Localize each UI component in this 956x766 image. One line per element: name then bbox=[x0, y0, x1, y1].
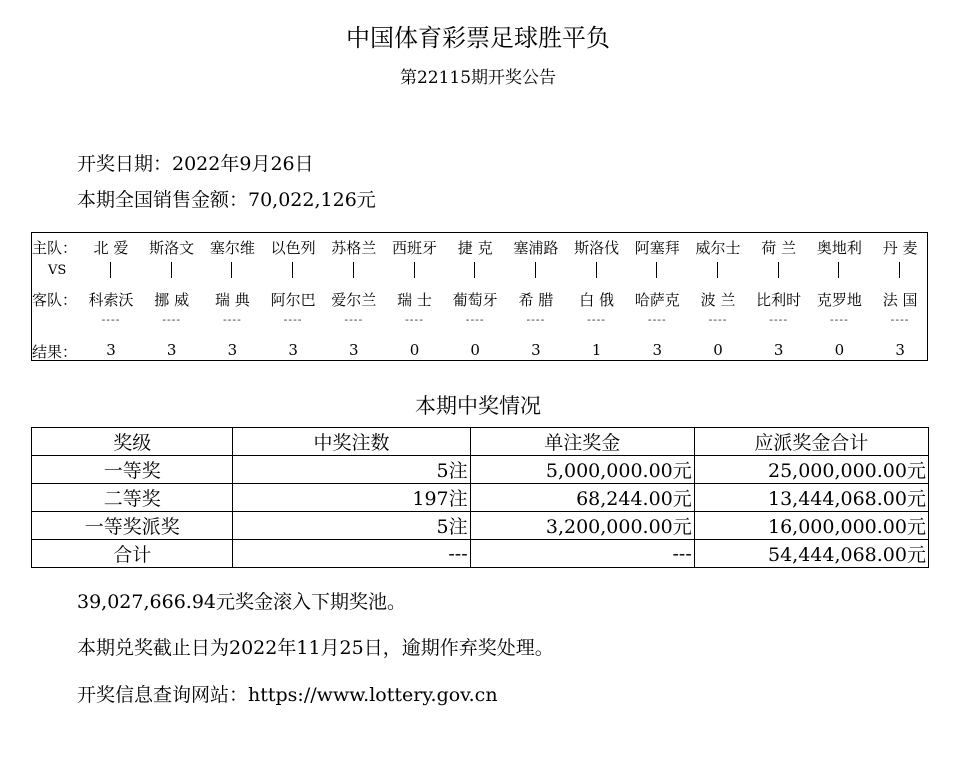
vs-divider bbox=[656, 262, 657, 278]
away-team: 波 兰 bbox=[700, 291, 736, 309]
unit-prize: 68,244.00元 bbox=[470, 484, 694, 512]
match-column bbox=[870, 233, 930, 360]
away-team: 科索沃 bbox=[88, 291, 134, 309]
unit-prize: 3,200,000.00元 bbox=[470, 512, 694, 540]
match-column bbox=[567, 233, 627, 360]
score-dashes: ---- bbox=[162, 313, 182, 326]
home-team: 阿塞拜 bbox=[634, 239, 680, 257]
total-prize: 16,000,000.00元 bbox=[694, 512, 928, 540]
home-team: 苏格兰 bbox=[331, 239, 377, 257]
home-team: 斯洛伐 bbox=[574, 239, 620, 257]
page-title: 中国体育彩票足球胜平负 bbox=[346, 24, 610, 52]
vs-divider bbox=[474, 262, 475, 278]
vs-divider bbox=[899, 262, 900, 278]
match-column bbox=[142, 233, 202, 360]
home-team: 以色列 bbox=[270, 239, 316, 257]
score-dashes: ---- bbox=[465, 313, 485, 326]
match-column bbox=[627, 233, 687, 360]
vs-divider bbox=[535, 262, 536, 278]
col-header-total: 应派奖金合计 bbox=[694, 428, 928, 456]
away-team: 希 腊 bbox=[518, 291, 554, 309]
prize-table bbox=[31, 427, 929, 568]
vs-divider bbox=[171, 262, 172, 278]
prize-level: 一等奖派奖 bbox=[32, 512, 233, 540]
match-result: 3 bbox=[166, 341, 177, 359]
website-note: 开奖信息查询网站：https://www.lottery.gov.cn bbox=[77, 684, 498, 706]
score-dashes: ---- bbox=[526, 313, 546, 326]
match-result: 3 bbox=[773, 341, 784, 359]
home-team: 塞浦路 bbox=[513, 239, 559, 257]
match-result: 3 bbox=[349, 341, 359, 359]
score-dashes: ---- bbox=[587, 313, 607, 326]
winner-count: --- bbox=[233, 540, 470, 568]
match-result: 3 bbox=[227, 341, 238, 359]
score-dashes: ---- bbox=[344, 313, 364, 326]
score-dashes: ---- bbox=[283, 313, 303, 326]
unit-prize: 5,000,000.00元 bbox=[470, 456, 694, 484]
total-prize: 13,444,068.00元 bbox=[694, 484, 928, 512]
match-result: 1 bbox=[591, 341, 602, 359]
vs-divider bbox=[596, 262, 597, 278]
away-team: 瑞 典 bbox=[215, 291, 250, 309]
match-column bbox=[809, 233, 869, 360]
match-result: 3 bbox=[288, 341, 298, 359]
table-row bbox=[32, 484, 929, 512]
col-header-level: 奖级 bbox=[32, 428, 233, 456]
table-row bbox=[32, 512, 929, 540]
col-header-count: 中奖注数 bbox=[233, 428, 470, 456]
match-column bbox=[688, 233, 748, 360]
away-team: 阿尔巴 bbox=[270, 291, 316, 309]
match-column bbox=[749, 233, 809, 360]
prize-section-title: 本期中奖情况 bbox=[415, 394, 541, 418]
col-header-unit-prize: 单注奖金 bbox=[470, 428, 694, 456]
match-column bbox=[324, 233, 384, 360]
match-result: 0 bbox=[470, 341, 480, 359]
home-team: 奥地利 bbox=[816, 239, 862, 257]
vs-divider bbox=[717, 262, 718, 278]
away-team: 葡萄牙 bbox=[452, 291, 498, 309]
match-results-box bbox=[31, 232, 928, 361]
match-result: 0 bbox=[713, 341, 723, 359]
vs-row-label: VS bbox=[48, 263, 67, 278]
match-column bbox=[506, 233, 566, 360]
away-team: 瑞 士 bbox=[397, 291, 432, 309]
unit-prize: --- bbox=[470, 540, 694, 568]
vs-divider bbox=[292, 262, 293, 278]
total-prize: 25,000,000.00元 bbox=[694, 456, 928, 484]
home-team: 荷 兰 bbox=[761, 239, 797, 257]
winner-count: 5注 bbox=[233, 512, 470, 540]
match-column bbox=[202, 233, 262, 360]
draw-date: 开奖日期：2022年9月26日 bbox=[77, 153, 314, 175]
away-team: 挪 威 bbox=[154, 291, 190, 309]
table-row bbox=[32, 456, 929, 484]
prize-level: 一等奖 bbox=[32, 456, 233, 484]
away-team: 哈萨克 bbox=[634, 291, 680, 309]
home-row-label: 主队： bbox=[32, 239, 78, 257]
score-dashes: ---- bbox=[101, 313, 121, 326]
vs-divider bbox=[353, 262, 354, 278]
vs-divider bbox=[838, 262, 839, 278]
match-column bbox=[385, 233, 445, 360]
match-result: 0 bbox=[409, 341, 420, 359]
home-team: 北 爱 bbox=[93, 239, 129, 257]
away-team: 爱尔兰 bbox=[331, 291, 377, 309]
score-dashes: ---- bbox=[405, 313, 424, 326]
score-dashes: ---- bbox=[222, 313, 242, 326]
home-team: 威尔士 bbox=[695, 239, 741, 257]
vs-divider bbox=[414, 262, 415, 278]
prize-level: 二等奖 bbox=[32, 484, 233, 512]
home-team: 斯洛文 bbox=[149, 239, 195, 257]
sales-amount: 本期全国销售金额：70,022,126元 bbox=[77, 189, 376, 211]
away-row-label: 客队： bbox=[32, 291, 78, 309]
score-dashes: ---- bbox=[829, 313, 849, 326]
score-dashes: ---- bbox=[769, 313, 789, 326]
away-team: 法 国 bbox=[882, 291, 918, 309]
prize-table-header bbox=[32, 428, 929, 456]
vs-divider bbox=[778, 262, 779, 278]
total-prize: 54,444,068.00元 bbox=[694, 540, 928, 568]
vs-divider bbox=[231, 262, 232, 278]
prize-level: 合计 bbox=[32, 540, 233, 568]
home-team: 捷 克 bbox=[457, 239, 493, 257]
table-row-total bbox=[32, 540, 929, 568]
match-result: 0 bbox=[834, 341, 845, 359]
home-team: 西班牙 bbox=[391, 239, 437, 257]
match-result: 3 bbox=[106, 341, 116, 359]
score-dashes: ---- bbox=[647, 313, 667, 326]
score-dashes: ---- bbox=[890, 313, 910, 326]
draw-number: 第22115期开奖公告 bbox=[399, 68, 557, 88]
match-column bbox=[263, 233, 323, 360]
result-row-label: 结果： bbox=[32, 343, 78, 361]
home-team: 塞尔维 bbox=[209, 239, 255, 257]
away-team: 克罗地 bbox=[816, 291, 862, 309]
away-team: 白 俄 bbox=[579, 291, 614, 309]
winner-count: 197注 bbox=[233, 484, 470, 512]
score-dashes: ---- bbox=[708, 313, 728, 326]
rollover-note: 39,027,666.94元奖金滚入下期奖池。 bbox=[77, 591, 407, 613]
deadline-note: 本期兑奖截止日为2022年11月25日，逾期作弃奖处理。 bbox=[77, 637, 554, 659]
away-team: 比利时 bbox=[756, 291, 802, 309]
home-team: 丹 麦 bbox=[882, 239, 918, 257]
match-result: 3 bbox=[895, 341, 905, 359]
winner-count: 5注 bbox=[233, 456, 470, 484]
match-result: 3 bbox=[531, 341, 541, 359]
match-column bbox=[81, 233, 141, 360]
match-result: 3 bbox=[652, 341, 663, 359]
vs-divider bbox=[110, 262, 111, 278]
match-column bbox=[445, 233, 505, 360]
